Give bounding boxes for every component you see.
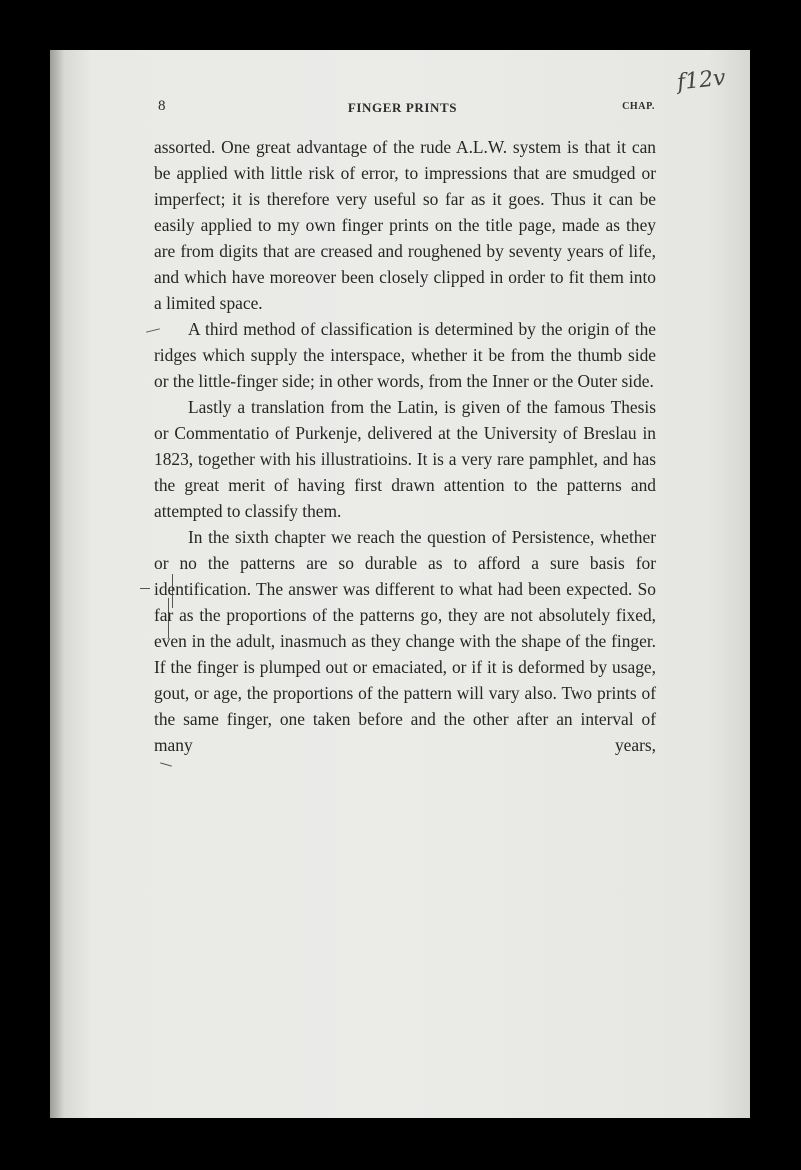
paragraph-3: Lastly a translation from the Latin, is given of the famous Thesis or Commentatio of Purkenje, delivered at the University of Breslau in 1823, together with his illustratioins. It is a very rare pamphlet, and has the great merit of having first drawn attention to the patterns and attempted to classify them. (154, 397, 656, 521)
running-title: FINGER PRINTS (347, 100, 458, 115)
paragraph-2: A third method of classification is determined by the origin of the ridges which supply the interspace, whether it be from the thumb side or the little-finger side; in other words, from the Inner or the Outer side. (154, 319, 656, 391)
handwritten-folio-annotation: f12v (676, 65, 728, 96)
margin-pencil-mark (140, 588, 150, 589)
paragraph-1: assorted. One great advantage of the rude A.L.W. system is that it can be applied with little risk of error, to impressions that are smudged or imperfect; it is therefore very useful so far as it goes. Thus it can be easily applied to my own finger prints on the title page, made as they are from digits that are creased and roughened by seventy years of life, and which have moreover been closely clipped in order to fit them into a limited space. (154, 137, 656, 313)
page-number: 8 (158, 98, 166, 114)
chapter-label: CHAP. (622, 101, 655, 112)
paragraph-4: In the sixth chapter we reach the question of Persistence, whether or no the patterns are so durable as to afford a sure basis for identification. The answer was different to what had been expected. So far as the proportions of the patterns go, they are not absolutely fixed, even in the adult, inasmuch as they change with the shape of the finger. If the finger is plumped out or emaciated, or if it is deformed by usage, gout, or age, the proportions of the pattern will vary also. Two prints of the same finger, one taken before and the other after an interval of many years, (154, 527, 656, 755)
page-header (150, 98, 655, 116)
body-text (154, 134, 656, 758)
page-gutter-shadow (50, 50, 64, 1118)
